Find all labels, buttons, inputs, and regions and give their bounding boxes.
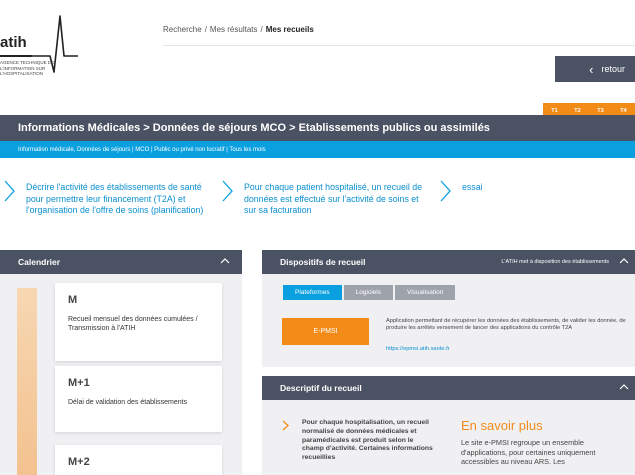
epmsi-description: Application permettant de récupérer les données des établissements, de valider les donnée, de produire les arrêtés versement de lancer des applications du contrôle T2A bbox=[386, 318, 626, 331]
atih-logo[interactable] bbox=[0, 14, 80, 76]
calendar-month: M+2 bbox=[68, 456, 90, 468]
header-divider bbox=[163, 45, 635, 46]
descriptif-text: Pour chaque hospitalisation, un recueil normalisé de données médicales et paramédicales est produit selon le champ d'activité. Certaines informations recueillies bbox=[302, 419, 433, 462]
calendar-title: Calendrier bbox=[18, 257, 61, 267]
epmsi-link[interactable]: https://epmsi.atih.sante.fr bbox=[386, 346, 450, 352]
dispositifs-note: L'ATIH met à disposition des établissements bbox=[501, 259, 609, 265]
logo-underline bbox=[0, 55, 32, 57]
chevron-right-icon bbox=[282, 420, 289, 431]
more-text: Le site e-PMSI regroupe un ensemble d'applications, pour certaines uniquement accessibles au niveau ARS. Les bbox=[461, 438, 596, 467]
calendar-card bbox=[55, 366, 222, 432]
descriptif-header[interactable] bbox=[262, 376, 635, 400]
logo-tagline: AGENCE TECHNIQUE DE L'INFORMATION SUR L'HOSPITALISATION bbox=[0, 60, 55, 76]
chevron-right-icon bbox=[440, 180, 451, 202]
tab-t1[interactable]: T1 bbox=[543, 103, 566, 115]
breadcrumb-current: Mes recueils bbox=[265, 25, 314, 34]
tab-plateformes[interactable]: Plateformes bbox=[283, 285, 342, 300]
back-button-label: retour bbox=[601, 64, 625, 74]
calendar-timeline bbox=[17, 288, 37, 475]
calendar-desc: Recueil mensuel des données cumulées / Transmission à l'ATIH bbox=[68, 316, 198, 332]
breadcrumb: Recherche / Mes résultats / Mes recueils bbox=[163, 25, 314, 34]
chevron-up-icon[interactable] bbox=[220, 256, 230, 266]
calendar-header[interactable] bbox=[0, 250, 242, 274]
page-title: Informations Médicales > Données de séjours MCO > Etablissements publics ou assimilés bbox=[0, 115, 635, 141]
chevron-up-icon[interactable] bbox=[619, 382, 629, 392]
more-title: En savoir plus bbox=[461, 418, 543, 433]
calendar-month: M bbox=[68, 294, 78, 306]
tab-t2[interactable]: T2 bbox=[566, 103, 589, 115]
intro-text: Pour chaque patient hospitalisé, un recueil de données est effectué sur l'activité de soins et sur sa facturation bbox=[244, 182, 423, 215]
breadcrumb-item[interactable]: Mes résultats bbox=[209, 25, 258, 34]
dispositifs-tabs bbox=[283, 285, 455, 300]
intro-text: Décrire l'activité des établissements de santé pour permettre leur financement (T2A) et l'organisation de l'offre de soins (planification) bbox=[26, 182, 204, 215]
page-subtitle: Information médicale, Données de séjours | MCO | Public ou privé non lucratif | Tous les mois bbox=[0, 141, 635, 158]
descriptif-title: Descriptif du recueil bbox=[280, 383, 362, 393]
logo-wordmark: atih bbox=[0, 34, 27, 51]
chevron-left-icon: ‹ bbox=[589, 61, 594, 77]
calendar-desc: Délai de validation des établissements bbox=[68, 399, 188, 406]
calendar-card bbox=[55, 283, 222, 361]
calendar-month: M+1 bbox=[68, 377, 90, 389]
back-button[interactable] bbox=[555, 56, 635, 82]
chevron-right-icon bbox=[4, 180, 15, 202]
tab-visualisation[interactable]: Visualisation bbox=[395, 285, 455, 300]
dispositifs-header[interactable] bbox=[262, 250, 635, 274]
chevron-right-icon bbox=[222, 180, 233, 202]
tab-t3[interactable]: T3 bbox=[589, 103, 612, 115]
trimester-tabs bbox=[543, 103, 635, 115]
tab-logiciels[interactable]: Logiciels bbox=[344, 285, 393, 300]
breadcrumb-item[interactable]: Recherche bbox=[163, 25, 202, 34]
tab-t4[interactable]: T4 bbox=[612, 103, 635, 115]
chevron-up-icon[interactable] bbox=[619, 256, 629, 266]
calendar-card bbox=[55, 445, 222, 475]
intro-text: essai bbox=[462, 182, 483, 192]
dispositifs-title: Dispositifs de recueil bbox=[280, 257, 366, 267]
epmsi-button[interactable]: E-PMSI bbox=[282, 318, 369, 345]
